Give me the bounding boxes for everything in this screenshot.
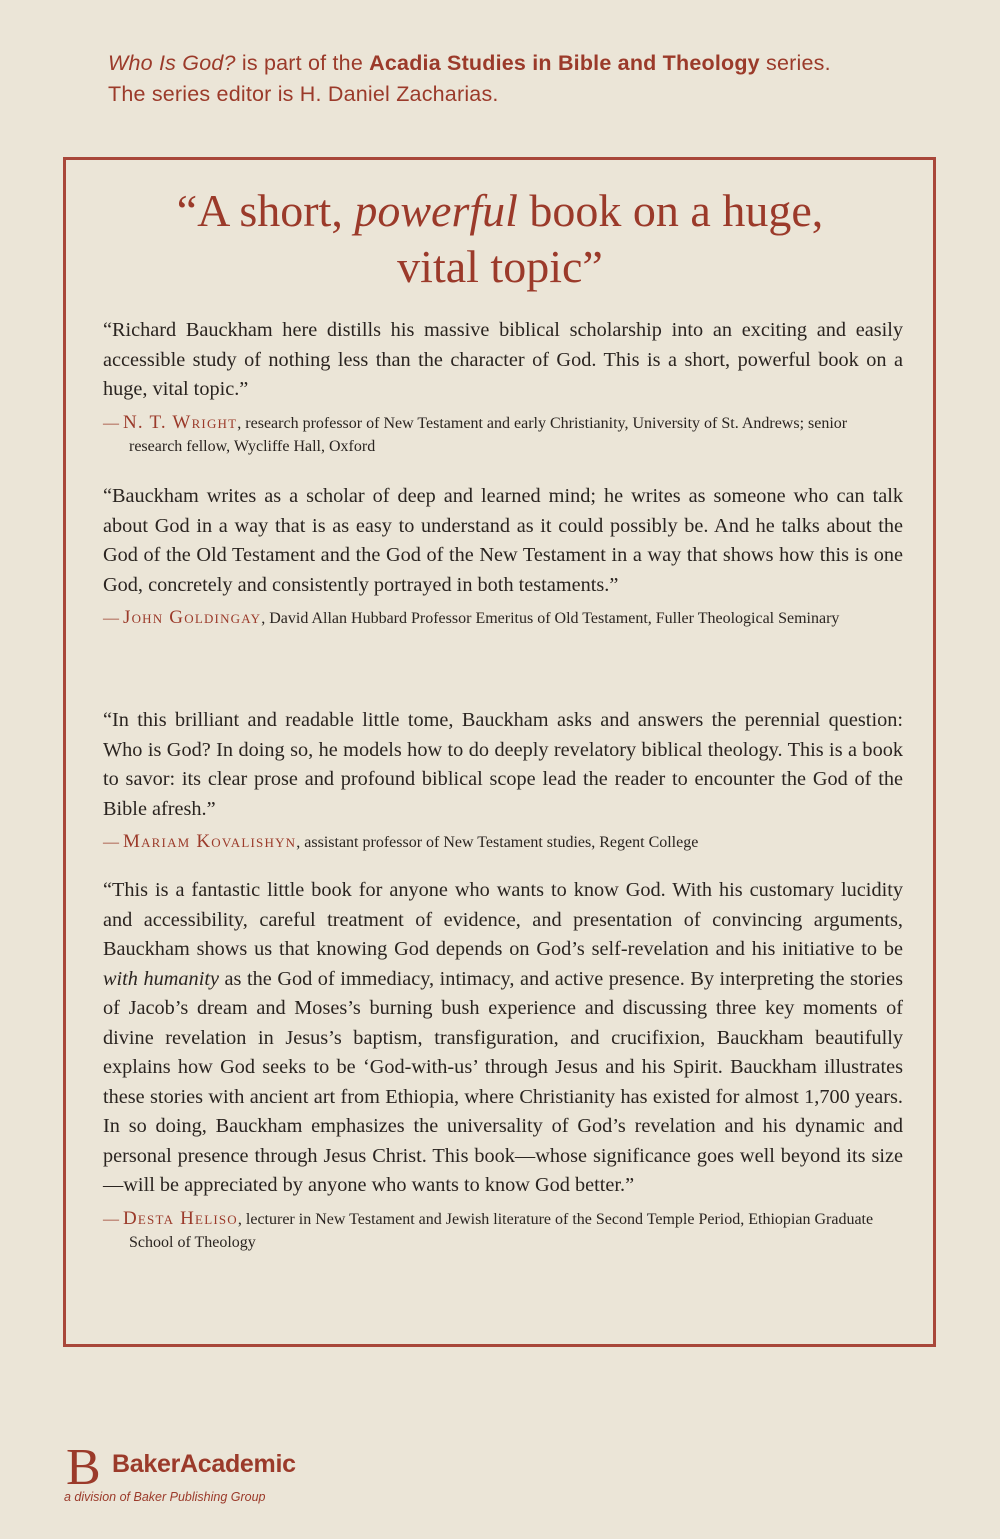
endorsement-quote: “Bauckham writes as a scholar of deep and learned mind; he writes as someone who can talk about God in a way that is as easy to understand as it could possibly be. And he talks about the God of the Old Testament and the God of the New Testament in a way that shows how this is one God, concretely and consistently portrayed in both testaments.” (103, 485, 903, 596)
series-note-line-1 (108, 48, 928, 79)
endorser-name: N. T. Wright (123, 411, 238, 433)
headline-line-2: vital topic” (397, 241, 603, 292)
endorsement-attribution (103, 1207, 903, 1254)
book-title: Who Is God? (108, 51, 236, 75)
endorsement-wright (103, 316, 903, 458)
series-note-text-end: series. (759, 51, 831, 75)
attribution-dash: — (103, 1210, 119, 1228)
series-note (108, 48, 928, 110)
endorsement-attribution (103, 606, 903, 630)
endorser-affiliation: , assistant professor of New Testament studies, Regent College (296, 834, 699, 851)
headline-quote (0, 183, 1000, 295)
endorsement-quote: “Richard Bauckham here distills his massive biblical scholarship into an exciting and easily accessible study of nothing less than the character of God. This is a short, powerful book on a huge, vital topic.” (103, 319, 903, 400)
series-note-text: is part of the (235, 51, 370, 75)
endorsement-attribution (103, 411, 903, 458)
logo-letter: B (66, 1440, 101, 1490)
attribution-dash: — (103, 610, 119, 627)
headline-emphasis: powerful (354, 185, 518, 236)
endorsement-quote: “In this brilliant and readable little tome, Bauckham asks and answers the perennial question: Who is God? In doing so, he models how to do deeply revelatory biblical theology. This is a book to savor: its clear prose and profound biblical scope lead the reader to encounter the God of the Bible afresh.” (103, 709, 903, 820)
series-name: Acadia Studies in Bible and Theology (369, 51, 760, 75)
endorser-affiliation: , lecturer in New Testament and Jewish literature of the Second Temple Period, Ethiopian Graduate School of Theology (129, 1210, 874, 1251)
endorser-name: Desta Heliso (123, 1207, 238, 1229)
baker-b-logo-icon (64, 1440, 104, 1490)
series-editor-line: The series editor is H. Daniel Zacharias. (108, 82, 499, 106)
endorsement-quote (103, 876, 903, 1201)
endorsement-quote-part-end: as the God of immediacy, intimacy, and active presence. By interpreting the stories of Jacob’s dream and Moses’s burning bush experience and discussing three key moments of divine revelation in Jesus’s baptism, transfiguration, and crucifixion, Bauckham beautifully explains how God seeks to be ‘God-with-us’ through Jesus and his Spirit. Bauckham illustrates these stories with ancient art from Ethiopia, where Christianity has existed for almost 1,700 years. In so doing, Bauckham emphasizes the universality of God’s revelation and his dynamic and personal presence through Jesus Christ. This book—whose significance goes well beyond its size—will be appreciated by anyone who wants to know God better.” (103, 967, 903, 1196)
attribution-dash: — (103, 414, 119, 432)
endorsement-heliso (103, 876, 903, 1254)
headline-text: “A short, (176, 185, 355, 236)
endorsement-quote-part: “This is a fantastic little book for anyone who wants to know God. With his customary lucidity and accessibility, careful treatment of evidence, and presentation of convincing arguments, Bauckham shows us that knowing God depends on God’s self-revelation and his initiative to be (103, 879, 903, 960)
headline-text-end: book on a huge, (517, 185, 824, 236)
endorser-name: Mariam Kovalishyn (123, 831, 297, 852)
endorsement-goldingay (103, 482, 903, 630)
publisher-logo (64, 1440, 424, 1510)
endorser-affiliation: , research professor of New Testament and early Christianity, University of St. Andrews; senior research fellow, Wycliffe Hall, Oxford (129, 414, 848, 455)
attribution-dash: — (103, 834, 119, 851)
endorser-affiliation: , David Allan Hubbard Professor Emeritus of Old Testament, Fuller Theological Seminary (261, 610, 840, 627)
publisher-tagline: a division of Baker Publishing Group (64, 1490, 266, 1504)
endorsement-attribution (103, 830, 903, 854)
headline-line-1 (0, 183, 1000, 239)
publisher-name: BakerAcademic (112, 1450, 296, 1478)
endorsement-quote-emphasis: with humanity (103, 967, 219, 990)
endorser-name: John Goldingay (123, 607, 262, 628)
endorsement-kovalishyn (103, 706, 903, 854)
